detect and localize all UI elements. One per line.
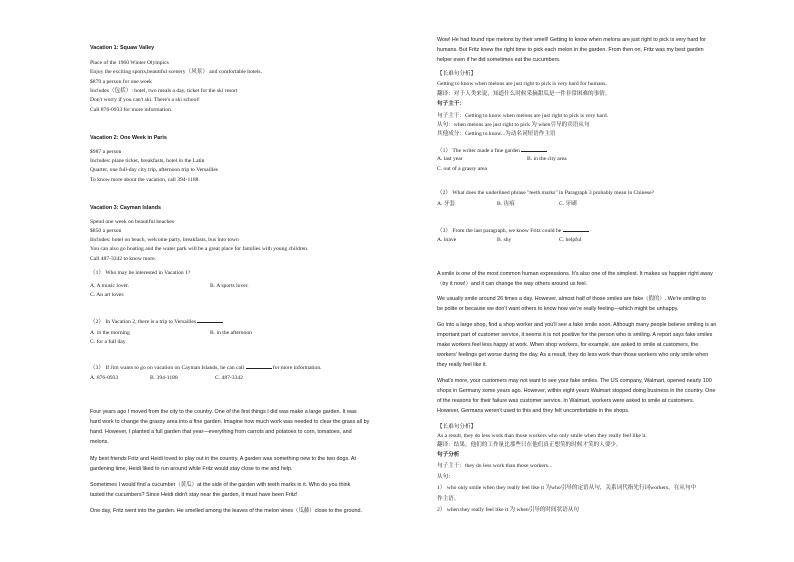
right_lines-line (437, 474, 454, 481)
line-text: Place of the 1960 Winter Olympics (90, 60, 169, 66)
line-text: melons. (90, 439, 109, 445)
right_lines-line (437, 296, 706, 303)
right_lines-line (437, 190, 654, 197)
line-text: C. 牙刷 (559, 201, 577, 207)
line-text: A. last year (437, 156, 463, 162)
right_lines-line (437, 496, 459, 503)
left_lines-line (210, 283, 249, 290)
left_lines-line (90, 419, 369, 426)
left_lines-line (90, 375, 118, 382)
line-text: （1） Who may be interested in Vacation 1? (90, 270, 191, 276)
line-text: Vacation 3: Cayman Islands (90, 205, 162, 211)
line-text: Includes: plane ticket, breakfasts, hotel in the Latin (90, 158, 205, 164)
right_lines-line (527, 156, 567, 163)
line-text: （2） What does the underlined phrase "teeth marks" in Paragraph 3 probably mean in Chinese? (437, 190, 655, 196)
left_lines-line (150, 375, 178, 382)
line-text: 句子分析 (437, 452, 460, 458)
line-text: A. brave (437, 237, 457, 243)
line-text-after: for more information. (271, 365, 322, 371)
line-text: C. helpful (559, 237, 582, 243)
answer-blank (521, 146, 547, 152)
line-text: B. shy (497, 237, 512, 243)
left_lines-line (90, 409, 357, 416)
line-text: （try it now!）and it can change the way others around us feel. (437, 281, 588, 287)
line-text: （2） In Vacation 2, there is a trip to Versailles (90, 319, 197, 325)
line-text: B. A sports lover. (210, 283, 249, 289)
left_lines-line (90, 97, 200, 104)
line-text: B. 394-1188 (150, 375, 178, 381)
right_lines-line (437, 281, 587, 288)
line-text: hand. However, I planted a full garden that year—everything from carrots and potatoes to corn, tomatoes, and (90, 429, 352, 435)
line-text: Don't worry if you can't ski. There's a ski school! (90, 97, 200, 103)
line-text: Call 487-3342 to know more. (90, 256, 157, 262)
left_lines-line (90, 60, 169, 67)
right_lines-line (437, 398, 694, 405)
line-text: 从句：when melons are just right to pick 为 when引导的宾语从句 (437, 122, 590, 128)
right_lines-line (437, 433, 647, 440)
line-text: make workers feel less happy at work. When shop workers, for example, are asked to smile at customers, the (437, 342, 699, 348)
right_lines-line (437, 352, 708, 359)
left_lines-line (90, 88, 238, 95)
left_lines-line (90, 292, 124, 299)
line-text: B. in the city area (527, 156, 567, 162)
left_lines-line (90, 270, 190, 277)
left_lines-line (90, 167, 218, 174)
left_lines-line (90, 219, 174, 226)
right_lines-line (437, 485, 696, 492)
line-text: 句子主干：Getting to know when melons are just right to pick is very hard. (437, 113, 609, 119)
right_lines-line (437, 306, 678, 313)
line-text: Spend one week on beautiful beaches (90, 219, 175, 225)
line-text: Getting to know when melons are just right to pick is very hard for humans. (437, 81, 607, 87)
right_lines-line (559, 237, 581, 244)
line-text: 其他成分：Getting to know...为动名词短语作主语 (437, 131, 556, 137)
line-text: gardening time, Heidi liked to run around while Fritz would stay close to me and help. (90, 466, 293, 472)
line-text: Quarter, one full-day city trip, afternoon trip to Versailles (90, 167, 218, 173)
line-text: C. An art lover. (90, 292, 125, 298)
line-text: However, Germans weren't used to this and they felt uncomfortable in the shops. (437, 408, 630, 414)
right_lines-line (437, 442, 622, 449)
right_lines-line (437, 408, 630, 415)
line-text: tasted the cucumbers? Since Heidi didn't stay near the garden, it must have been Fritz! (90, 492, 298, 498)
line-text: Includes（包括）: hotel, two meals a day, ticket for the ski resort (90, 88, 238, 94)
right_lines-line (437, 342, 698, 349)
left_lines-line (90, 456, 356, 463)
left_lines-line (90, 228, 121, 235)
line-text: they really feel like it. (437, 362, 488, 368)
line-text: To know more about the vacation, call 394-1188. (90, 177, 200, 183)
right_lines-line (437, 71, 476, 78)
left_lines-line (210, 330, 252, 337)
left_lines-line (90, 237, 239, 244)
right_lines-line (437, 507, 579, 514)
line-text: Includes: hotel on beach, welcome party, breakfasts, bus into town (90, 237, 239, 243)
left_lines-line (215, 375, 243, 382)
line-text: 翻译：结果，他们的工作量比那些只在他们真正想笑的时候才笑的人要少。 (437, 442, 622, 448)
right_lines-line (437, 47, 704, 54)
right_lines-line (437, 146, 547, 155)
left_lines-line (90, 330, 130, 337)
right_lines-line (437, 362, 487, 369)
line-text: （1） The writer made a fine garden (437, 148, 520, 154)
right_lines-line (437, 166, 487, 173)
left_lines-line (90, 45, 154, 52)
right_lines-line (497, 237, 511, 244)
left_lines-line (90, 339, 126, 346)
line-text: A. 牙套 (437, 201, 456, 207)
line-text: shops in Germany some years ago. However, within eight years Walmart stopped doing business in the country. One (437, 388, 716, 394)
line-text: Enjoy the exciting sports,beautiful scenery（风景） and comfortable hotels. (90, 69, 262, 75)
line-text: A. in the morning (90, 330, 130, 336)
right_lines-line (437, 226, 589, 235)
left_lines-line (90, 482, 350, 489)
line-text: You can also go boating and the water park will be a great place for families with young children. (90, 246, 309, 252)
left_lines-line (90, 69, 262, 76)
line-text: hard work to change the grassy area into a fine garden. Imagine how much work was needed to clear the grass all by (90, 419, 370, 425)
line-text: $879 a person for one week (90, 79, 152, 85)
left_lines-line (90, 246, 308, 253)
left_lines-line (90, 107, 172, 114)
line-text: A. A music lover. (90, 283, 129, 289)
line-text: What's more, your customers may not want to see your fake smiles. The US company, Walmart, opened nearly 100 (437, 378, 712, 384)
line-text: helper even if he did sometimes eat the cucumbers. (437, 57, 561, 63)
right_lines-line (437, 378, 712, 385)
right_lines-line (437, 237, 456, 244)
line-text: （3） If Jim wants to go on vacation on Cayman Islands, he can call (90, 365, 245, 371)
line-text: 句子主干： (437, 101, 465, 107)
right_lines-line (437, 101, 465, 108)
line-text: C. 487-3342 (215, 375, 243, 381)
line-text: We usually smile around 26 times a day. However, almost half of those smiles are fake（假的）. We're smiling to (437, 296, 706, 302)
line-text: Vacation 2: One Week in Paris (90, 135, 167, 141)
right_lines-line (437, 201, 455, 208)
right_lines-line (437, 271, 713, 278)
line-text: B. in the afternoon (210, 330, 252, 336)
right_lines-line (437, 322, 716, 329)
left_lines-line (90, 177, 200, 184)
right_lines-line (437, 131, 556, 138)
left_lines-line (90, 283, 129, 290)
line-text: 从句： (437, 474, 454, 480)
right_lines-line (437, 37, 706, 44)
answer-blank (563, 226, 589, 232)
left_lines-line (90, 205, 161, 212)
line-text: $850 a person (90, 228, 122, 234)
line-text: B. 齿痕 (497, 201, 515, 207)
left_lines-line (90, 158, 204, 165)
line-text: C. for a full day (90, 339, 126, 345)
answer-blank (246, 363, 272, 369)
line-text: My best friends Fritz and Heidi loved to play out in the country. A garden was something new to the two dogs. At (90, 456, 356, 462)
answer-blank (197, 317, 223, 323)
left_lines-line (90, 135, 167, 142)
line-text: 1） who only smile when they really feel like it 为who引导的定语从句，关系词代指先行词workers，在从句中 (437, 485, 697, 491)
line-text: One day, Fritz went into the garden. He smelled among the leaves of the melon vines（瓜藤）close to the ground. (90, 508, 362, 514)
line-text: 翻译：对于人类来说，知道什么时候采摘甜瓜是一件非常困难的事情。 (437, 91, 611, 97)
line-text: A. 876-0933 (90, 375, 119, 381)
line-text: （3） From the last paragraph, we know Fritz could be (437, 228, 562, 234)
left_lines-line (90, 429, 352, 436)
line-text: Vacation 1: Squaw Valley (90, 45, 155, 51)
right_lines-line (437, 57, 560, 64)
left_lines-line (90, 466, 293, 473)
right_lines-line (559, 201, 577, 208)
line-text: As a result, they do less work than those workers who only smile when they really feel like it. (437, 433, 647, 439)
line-text: of the reasons for their failure was customer service. In Walmart, workers were asked to smile at customers. (437, 398, 695, 404)
line-text: 作主语。 (437, 496, 460, 502)
line-text: 【长难句分析】 (437, 71, 477, 77)
line-text: Sometimes I would find a cucumber（黄瓜）at the side of the garden with teeth marks in it. Who do you think (90, 482, 351, 488)
right_lines-line (437, 424, 476, 431)
right_lines-line (437, 332, 712, 339)
line-text: Call 876-0933 for more information. (90, 107, 173, 113)
right_lines-line (437, 122, 590, 129)
left_lines-line (90, 256, 156, 263)
right_lines-line (437, 452, 459, 459)
right_lines-line (437, 156, 463, 163)
line-text: Wow! He had found ripe melons by their smell! Getting to know when melons are just right to pick is very hard for (437, 37, 706, 43)
right_lines-line (437, 91, 610, 98)
left_lines-line (90, 363, 322, 372)
right_lines-line (437, 463, 552, 470)
left_lines-line (90, 492, 297, 499)
line-text: 句子主干：they do less work than those workers... (437, 463, 553, 469)
left_lines-line (90, 79, 152, 86)
right_lines-line (437, 81, 607, 88)
line-text: Go into a large shop, find a shop worker and you'll see a fake smile soon. Although many people believe smiling is an (437, 322, 717, 328)
left_lines-line (90, 317, 223, 326)
line-text: C. out of a grassy area (437, 166, 488, 172)
line-text: 2） when they really feel like it 为 when引导的时间状语从句 (437, 507, 579, 513)
line-text: A smile is one of the most common human expressions. It's also one of the simplest. It makes us happier right away (437, 271, 713, 277)
left_lines-line (90, 508, 362, 515)
line-text: 【长难句分析】 (437, 424, 477, 430)
line-text: $987 a person (90, 149, 122, 155)
left_lines-line (90, 149, 121, 156)
right_lines-line (437, 113, 608, 120)
line-text: workers' feelings get worse during the day. As a result, they do less work than those workers who only smile when (437, 352, 709, 358)
line-text: humans. But Fritz knew the right time to pick each melon in the garden. From then on, Fritz was my best garden (437, 47, 704, 53)
left_lines-line (90, 439, 109, 446)
right_lines-line (497, 201, 515, 208)
right_lines-line (437, 388, 715, 395)
line-text: important part of customer service, it seems it is not positive for the person who is smiling. A report says fake smiles (437, 332, 713, 338)
line-text: Four years ago I moved from the city to the country. One of the first things I did was make a large garden. It was (90, 409, 357, 415)
line-text: be polite or because we don't want others to know how we're really feeling—which might be unhappy. (437, 306, 679, 312)
